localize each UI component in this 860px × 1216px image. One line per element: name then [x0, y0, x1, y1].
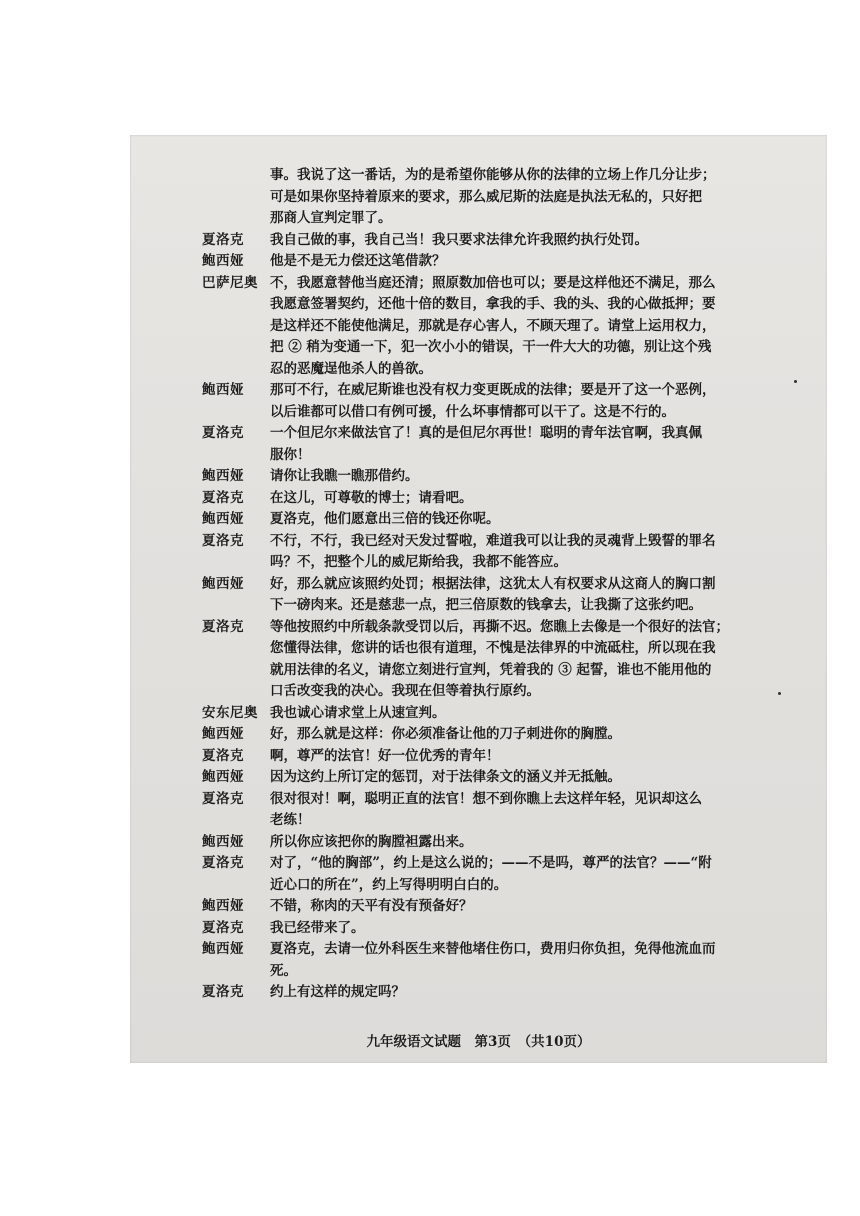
dialogue-line: [202, 703, 812, 725]
line-text: 可是如果你坚持着原来的要求，那么威尼斯的法庭是执法无私的，只好把: [270, 188, 702, 205]
dialogue-line: [202, 187, 812, 209]
dialogue-line: [202, 574, 812, 596]
line-text: 一个但尼尔来做法官了！真的是但尼尔再世！聪明的青年法官啊，我真佩: [270, 425, 702, 441]
dialogue-line: [202, 509, 812, 531]
speck-dot: [794, 380, 797, 383]
dialogue-line: [202, 746, 812, 768]
dialogue-line: [202, 230, 812, 252]
line-text: 很对很对！啊，聪明正直的法官！想不到你瞧上去这样年轻，见识却这么: [270, 790, 702, 807]
dialogue-line: [202, 445, 812, 467]
page-footer: 九年级语文试题 第3页 （共10页）: [366, 1034, 591, 1050]
line-text: 在这儿，可尊敬的博士；请看吧。: [270, 489, 473, 506]
speaker-name: 鲍西娅: [202, 898, 244, 914]
line-text: 下一磅肉来。还是慈悲一点，把三倍原数的钱拿去，让我撕了这张约吧。: [270, 597, 702, 613]
line-text: 等他按照约中所载条款受罚以后，再撕不迟。您瞧上去像是一个很好的法官；: [270, 618, 729, 635]
dialogue-line: [202, 552, 812, 574]
line-text: 死。: [270, 962, 297, 979]
dialogue-line: [202, 961, 812, 983]
dialogue-line: [202, 982, 812, 1004]
line-text: 您懂得法律，您讲的话也很有道理，不愧是法律界的中流砥柱，所以现在我: [270, 640, 716, 656]
line-text: 口舌改变我的决心。我现在但等着执行原约。: [270, 683, 540, 699]
line-text: 不，我愿意替他当庭还清；照原数加倍也可以；要是这样他还不满足，那么: [270, 274, 716, 291]
line-text: 夏洛克，他们愿意出三倍的钱还你呢。: [270, 511, 500, 527]
speaker-name: 鲍西娅: [202, 769, 244, 785]
dialogue-line: [202, 939, 812, 961]
speaker-name: 鲍西娅: [202, 575, 244, 592]
dialogue-line: [202, 789, 812, 811]
dialogue-line: [202, 488, 812, 510]
dialogue-line: [202, 617, 812, 639]
line-text: 老练！: [270, 812, 311, 828]
line-text: 不错，称肉的天平有没有预备好？: [270, 898, 473, 914]
dialogue-line: [202, 337, 812, 359]
dialogue-text: [202, 165, 812, 1004]
line-text: 那可不行，在威尼斯谁也没有权力变更既成的法律；要是开了这一个恶例，: [270, 382, 716, 398]
dialogue-line: [202, 853, 812, 875]
dialogue-line: [202, 380, 812, 402]
dialogue-line: [202, 896, 812, 918]
speaker-name: 夏洛克: [202, 855, 244, 871]
dialogue-line: [202, 251, 812, 273]
speaker-name: 鲍西娅: [202, 941, 244, 957]
speaker-name: 鲍西娅: [202, 833, 244, 850]
speaker-name: 夏洛克: [202, 919, 244, 936]
dialogue-line: [202, 423, 812, 445]
dialogue-line: [202, 531, 812, 553]
speaker-name: 夏洛克: [202, 231, 244, 248]
speaker-name: 鲍西娅: [202, 468, 244, 484]
line-text: 就用法律的名义，请您立刻进行宣判，凭着我的 ③ 起誓，谁也不能用他的: [270, 661, 712, 678]
speaker-name: 鲍西娅: [202, 511, 244, 527]
line-text: 那商人宣判定罪了。: [270, 210, 392, 226]
speaker-name: 夏洛克: [202, 747, 244, 764]
line-text: 以后谁都可以借口有例可援，什么坏事情都可以干了。这是不行的。: [270, 403, 675, 420]
line-text: 我愿意签署契约，还他十倍的数目，拿我的手、我的头、我的心做抵押；要: [270, 296, 716, 312]
dialogue-line: [202, 402, 812, 424]
dialogue-line: [202, 875, 812, 897]
line-text: 不行，不行，我已经对天发过誓啦，难道我可以让我的灵魂背上毁誓的罪名: [270, 532, 716, 549]
line-text: 请你让我瞧一瞧那借约。: [270, 468, 419, 484]
dialogue-line: [202, 810, 812, 832]
line-text: 我已经带来了。: [270, 919, 365, 936]
speaker-name: 夏洛克: [202, 425, 244, 441]
line-text: 好，那么就是这样：你必须准备让他的刀子刺进你的胸膛。: [270, 726, 621, 742]
speaker-name: 安东尼奥: [202, 704, 258, 721]
dialogue-line: [202, 208, 812, 230]
dialogue-line: [202, 681, 812, 703]
dialogue-line: [202, 294, 812, 316]
line-text: 是这样还不能使他满足，那就是存心害人，不顾天理了。请堂上运用权力，: [270, 317, 716, 334]
dialogue-line: [202, 316, 812, 338]
line-text: 事。我说了这一番话，为的是希望你能够从你的法律的立场上作几分让步；: [270, 167, 716, 183]
line-text: 把 ② 稍为变通一下，犯一次小小的错误，干一件大大的功德，别让这个残: [270, 339, 712, 355]
line-text: 因为这约上所订定的惩罚，对于法律条文的涵义并无抵触。: [270, 769, 621, 785]
dialogue-line: [202, 724, 812, 746]
line-text: 我也诚心请求堂上从速宣判。: [270, 704, 446, 721]
line-text: 服你！: [270, 446, 311, 463]
line-text: 夏洛克，去请一位外科医生来替他堵住伤口，费用归你负担，免得他流血而: [270, 941, 716, 957]
line-text: 吗？不，把整个儿的威尼斯给我，我都不能答应。: [270, 554, 567, 570]
dialogue-line: [202, 660, 812, 682]
line-text: 忍的恶魔逞他杀人的兽欲。: [270, 360, 432, 377]
speaker-name: 夏洛克: [202, 532, 244, 549]
speaker-name: 鲍西娅: [202, 726, 244, 742]
dialogue-line: [202, 832, 812, 854]
dialogue-line: [202, 767, 812, 789]
line-text: 啊，尊严的法官！好一位优秀的青年！: [270, 747, 500, 764]
line-text: 他是不是无力偿还这笔借款？: [270, 253, 446, 269]
speaker-name: 巴萨尼奥: [202, 274, 258, 291]
dialogue-line: [202, 595, 812, 617]
dialogue-line: [202, 359, 812, 381]
speaker-name: 夏洛克: [202, 984, 244, 1000]
dialogue-line: [202, 273, 812, 295]
dialogue-line: [202, 638, 812, 660]
speck-dot: [778, 692, 781, 695]
dialogue-line: [202, 165, 812, 187]
line-text: 近心口的所在”，约上写得明明白白的。: [270, 876, 508, 893]
dialogue-line: [202, 466, 812, 488]
line-text: 约上有这样的规定吗？: [270, 984, 405, 1000]
dialogue-line: [202, 918, 812, 940]
speaker-name: 夏洛克: [202, 790, 244, 807]
line-text: 好，那么就应该照约处罚；根据法律，这犹太人有权要求从这商人的胸口割: [270, 575, 716, 592]
line-text: 对了，“他的胸部”，约上是这么说的；——不是吗，尊严的法官？——“附: [270, 855, 712, 871]
line-text: 所以你应该把你的胸膛袒露出来。: [270, 833, 473, 850]
speaker-name: 鲍西娅: [202, 253, 244, 269]
speaker-name: 夏洛克: [202, 489, 244, 506]
line-text: 我自己做的事，我自己当！我只要求法律允许我照约执行处罚。: [270, 231, 648, 248]
exam-page: [130, 135, 827, 1063]
speaker-name: 夏洛克: [202, 618, 244, 635]
speaker-name: 鲍西娅: [202, 382, 244, 398]
